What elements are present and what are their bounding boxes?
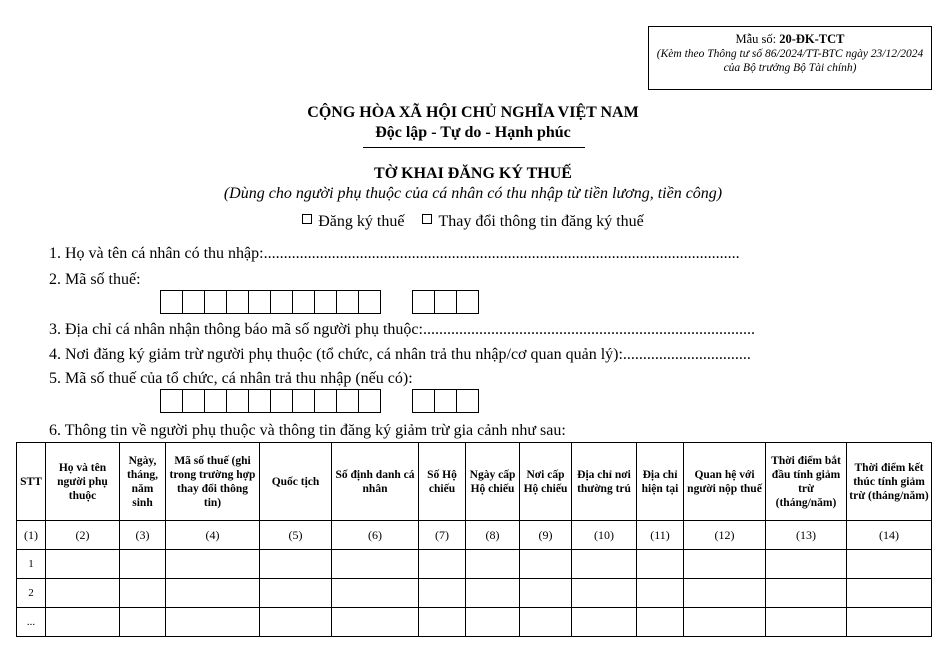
row-stt: ... xyxy=(17,608,46,637)
table-header-row xyxy=(17,443,932,521)
option-register-label: Đăng ký thuế xyxy=(318,213,405,230)
option-change-info[interactable] xyxy=(422,213,643,230)
column-number: (3) xyxy=(120,521,166,550)
table-row xyxy=(17,608,932,637)
table-cell[interactable] xyxy=(120,550,166,579)
payer-tax-code-main-boxes[interactable] xyxy=(160,389,380,413)
column-number: (9) xyxy=(520,521,572,550)
nation-heading: CỘNG HÒA XÃ HỘI CHỦ NGHĨA VIỆT NAM xyxy=(307,104,639,121)
column-number: (7) xyxy=(419,521,466,550)
digit-box[interactable] xyxy=(204,290,227,314)
field-deduction-place: 4. Nơi đăng ký giảm trừ người phụ thuộc (tổ chức, cá nhân trả thu nhập/cơ quan quản lý):................................ xyxy=(49,346,751,363)
digit-box[interactable] xyxy=(204,389,227,413)
digit-box[interactable] xyxy=(412,389,435,413)
header-nationality: Quốc tịch xyxy=(260,443,332,521)
field-payer-tax-code: 5. Mã số thuế của tổ chức, cá nhân trả thu nhập (nếu có): xyxy=(49,370,413,387)
column-number: (11) xyxy=(637,521,684,550)
checkbox-register[interactable] xyxy=(302,214,312,224)
digit-box[interactable] xyxy=(160,389,183,413)
table-cell[interactable] xyxy=(46,608,120,637)
digit-box[interactable] xyxy=(270,389,293,413)
table-cell[interactable] xyxy=(466,550,520,579)
digit-box[interactable] xyxy=(358,290,381,314)
column-number: (14) xyxy=(847,521,932,550)
table-cell[interactable] xyxy=(572,579,637,608)
header-current-address: Địa chỉ hiện tại xyxy=(637,443,684,521)
table-cell[interactable] xyxy=(684,608,766,637)
dependents-table xyxy=(16,442,932,637)
table-cell[interactable] xyxy=(572,550,637,579)
table-cell[interactable] xyxy=(120,608,166,637)
option-register[interactable] xyxy=(302,213,404,230)
digit-box[interactable] xyxy=(456,389,479,413)
digit-box[interactable] xyxy=(412,290,435,314)
table-cell[interactable] xyxy=(419,579,466,608)
column-number-row xyxy=(17,521,932,550)
table-cell[interactable] xyxy=(847,579,932,608)
digit-box[interactable] xyxy=(248,389,271,413)
digit-box[interactable] xyxy=(358,389,381,413)
form-code-value: 20-ĐK-TCT xyxy=(779,32,845,46)
table-cell[interactable] xyxy=(466,579,520,608)
form-title: TỜ KHAI ĐĂNG KÝ THUẾ xyxy=(374,165,572,182)
table-cell[interactable] xyxy=(466,608,520,637)
header-personal-id: Số định danh cá nhân xyxy=(332,443,419,521)
digit-box[interactable] xyxy=(270,290,293,314)
field-notification-address: 3. Địa chỉ cá nhân nhận thông báo mã số người phụ thuộc:................................................................................... xyxy=(49,321,755,338)
column-number: (12) xyxy=(684,521,766,550)
column-number: (13) xyxy=(766,521,847,550)
table-cell[interactable] xyxy=(260,550,332,579)
table-cell[interactable] xyxy=(419,608,466,637)
header-tax-code: Mã số thuế (ghi trong trường hợp thay đổi thông tin) xyxy=(166,443,260,521)
digit-box[interactable] xyxy=(456,290,479,314)
digit-box[interactable] xyxy=(336,290,359,314)
header-relationship: Quan hệ với người nộp thuế xyxy=(684,443,766,521)
form-code-line xyxy=(649,32,931,47)
form-code-note: (Kèm theo Thông tư số 86/2024/TT-BTC ngày 23/12/2024 của Bộ trưởng Bộ Tài chính) xyxy=(656,48,924,74)
table-cell[interactable] xyxy=(637,579,684,608)
digit-box[interactable] xyxy=(292,290,315,314)
table-cell[interactable] xyxy=(419,550,466,579)
digit-box[interactable] xyxy=(292,389,315,413)
digit-box[interactable] xyxy=(314,290,337,314)
table-cell[interactable] xyxy=(332,608,419,637)
table-cell[interactable] xyxy=(120,579,166,608)
form-code-label: Mẫu số: xyxy=(735,32,780,46)
column-number: (2) xyxy=(46,521,120,550)
field-dependent-info: 6. Thông tin về người phụ thuộc và thông tin đăng ký giảm trừ gia cảnh như sau: xyxy=(49,422,566,439)
header-deduction-start: Thời điểm bắt đầu tính giảm trừ (tháng/năm) xyxy=(766,443,847,521)
table-cell[interactable] xyxy=(847,608,932,637)
column-number: (1) xyxy=(17,521,46,550)
header-deduction-end: Thời điểm kết thúc tính giảm trừ (tháng/năm) xyxy=(847,443,932,521)
tax-code-main-boxes[interactable] xyxy=(160,290,380,314)
table-cell[interactable] xyxy=(260,579,332,608)
header-permanent-address: Địa chỉ nơi thường trú xyxy=(572,443,637,521)
column-number: (6) xyxy=(332,521,419,550)
motto-underline xyxy=(363,147,585,148)
digit-box[interactable] xyxy=(160,290,183,314)
header-passport-issue-date: Ngày cấp Hộ chiếu xyxy=(466,443,520,521)
table-cell[interactable] xyxy=(684,579,766,608)
registration-options xyxy=(0,213,946,231)
digit-box[interactable] xyxy=(336,389,359,413)
tax-code-suffix-boxes[interactable] xyxy=(412,290,478,314)
table-cell[interactable] xyxy=(260,608,332,637)
column-number: (10) xyxy=(572,521,637,550)
table-cell[interactable] xyxy=(766,608,847,637)
motto: Độc lập - Tự do - Hạnh phúc xyxy=(375,124,571,141)
table-cell[interactable] xyxy=(766,550,847,579)
header-birth-date: Ngày, tháng, năm sinh xyxy=(120,443,166,521)
column-number: (4) xyxy=(166,521,260,550)
field-income-earner-name: 1. Họ và tên cá nhân có thu nhập:....................................................................................................................... xyxy=(49,245,740,262)
table-cell[interactable] xyxy=(684,550,766,579)
digit-box[interactable] xyxy=(434,290,457,314)
header-passport-number: Số Hộ chiếu xyxy=(419,443,466,521)
table-cell[interactable] xyxy=(46,550,120,579)
table-cell[interactable] xyxy=(520,550,572,579)
table-cell[interactable] xyxy=(847,550,932,579)
table-cell[interactable] xyxy=(166,608,260,637)
form-code-box xyxy=(648,26,932,90)
header-dependent-name: Họ và tên người phụ thuộc xyxy=(46,443,120,521)
table-cell[interactable] xyxy=(520,579,572,608)
column-number: (5) xyxy=(260,521,332,550)
table-cell[interactable] xyxy=(166,550,260,579)
header-stt: STT xyxy=(17,443,46,521)
digit-box[interactable] xyxy=(182,290,205,314)
table-cell[interactable] xyxy=(332,550,419,579)
digit-box[interactable] xyxy=(182,389,205,413)
header-passport-issue-place: Nơi cấp Hộ chiếu xyxy=(520,443,572,521)
table-cell[interactable] xyxy=(572,608,637,637)
form-subtitle: (Dùng cho người phụ thuộc của cá nhân có thu nhập từ tiền lương, tiền công) xyxy=(223,185,723,202)
table-cell[interactable] xyxy=(637,608,684,637)
table-row xyxy=(17,550,932,579)
checkbox-change-info[interactable] xyxy=(422,214,432,224)
digit-box[interactable] xyxy=(248,290,271,314)
digit-box[interactable] xyxy=(434,389,457,413)
payer-tax-code-suffix-boxes[interactable] xyxy=(412,389,478,413)
option-change-info-label: Thay đổi thông tin đăng ký thuế xyxy=(438,213,644,230)
row-stt: 1 xyxy=(17,550,46,579)
table-cell[interactable] xyxy=(166,579,260,608)
row-stt: 2 xyxy=(17,579,46,608)
table-row xyxy=(17,579,932,608)
digit-box[interactable] xyxy=(314,389,337,413)
digit-box[interactable] xyxy=(226,290,249,314)
field-tax-code: 2. Mã số thuế: xyxy=(49,271,141,288)
column-number: (8) xyxy=(466,521,520,550)
digit-box[interactable] xyxy=(226,389,249,413)
table-cell[interactable] xyxy=(637,550,684,579)
table-cell[interactable] xyxy=(46,579,120,608)
table-cell[interactable] xyxy=(520,608,572,637)
table-cell[interactable] xyxy=(332,579,419,608)
table-cell[interactable] xyxy=(766,579,847,608)
